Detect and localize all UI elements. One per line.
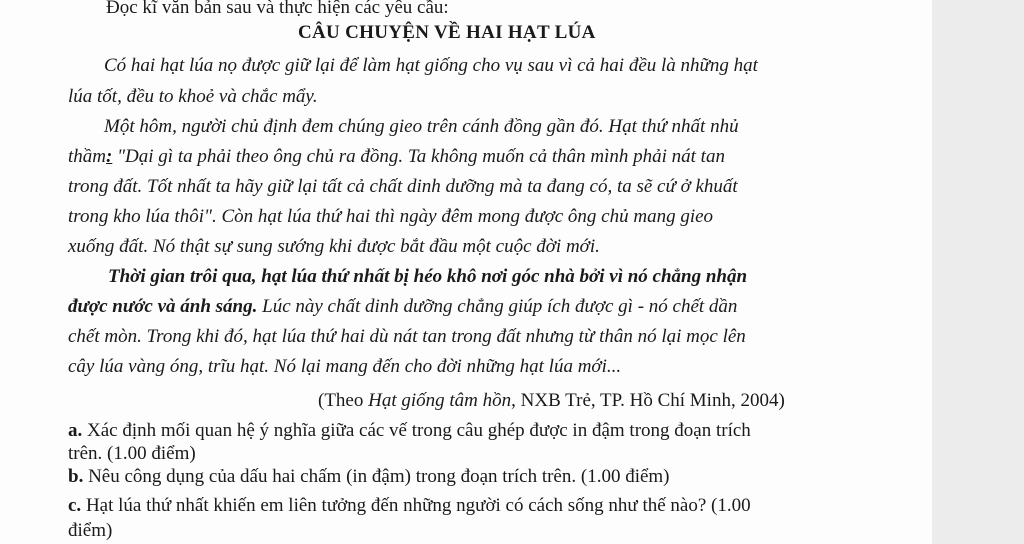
bold-colon: : [106, 146, 113, 167]
question-a-label: a. [68, 420, 83, 441]
side-panel [932, 0, 1024, 544]
question-a-line-2: trên. (1.00 điểm) [68, 443, 196, 464]
p2-word-tham: thầm [68, 146, 106, 167]
question-c-line-1: c. Hạt lúa thứ nhất khiến em liên tưởng đến những người có cách sống như thế nào? (1.00 [68, 495, 751, 516]
question-b-label: b. [68, 466, 84, 487]
question-c-line-2: điểm) [68, 520, 113, 541]
question-c-label: c. [68, 495, 82, 516]
instruction-text: Đọc kĩ văn bản sau và thực hiện các yêu cầu: [106, 0, 449, 18]
story-title: CÂU CHUYỆN VỀ HAI HẠT LÚA [298, 22, 596, 43]
paragraph-1-line-2: lúa tốt, đều to khoẻ và chắc mẩy. [68, 86, 318, 107]
source-citation: (Theo Hạt giống tâm hồn, NXB Trẻ, TP. Hồ Chí Minh, 2004) [318, 390, 785, 411]
paragraph-2-line-2 [68, 145, 725, 169]
paragraph-2-line-1: Một hôm, người chủ định đem chúng gieo trên cánh đồng gần đó. Hạt thứ nhất nhủ [104, 116, 739, 137]
paragraph-1-line-1: Có hai hạt lúa nọ được giữ lại để làm hạt giống cho vụ sau vì cả hai đều là những hạt [104, 55, 758, 76]
paragraph-3-line-4: cây lúa vàng óng, trĩu hạt. Nó lại mang đến cho đời những hạt lúa mới... [68, 356, 622, 377]
paragraph-2-line-4: trong kho lúa thôi". Còn hạt lúa thứ hai thì ngày đêm mong được ông chủ mang gieo [68, 206, 714, 227]
paragraph-3-line-1-bold: Thời gian trôi qua, hạt lúa thứ nhất bị héo khô nơi góc nhà bởi vì nó chẳng nhận [108, 266, 748, 287]
question-b: b. Nêu công dụng của dấu hai chấm (in đậm) trong đoạn trích trên. (1.00 điểm) [68, 466, 670, 487]
source-book-title: Hạt giống tâm hồn [368, 390, 512, 411]
bold-compound-sentence-end: được nước và ánh sáng. [68, 296, 258, 317]
p2-quote-start: "Dại gì ta phải theo ông chủ ra đồng. Ta không muốn cả thân mình phải nát tan [112, 146, 725, 167]
paragraph-3-line-3: chết mòn. Trong khi đó, hạt lúa thứ hai dù nát tan trong đất nhưng từ thân nó lại mọc lên [68, 326, 746, 347]
paragraph-3-line-2 [68, 295, 737, 319]
p3-line-2-rest: Lúc này chất dinh dưỡng chẳng giúp ích được gì - nó chết dần [257, 296, 738, 317]
question-a-line-1: a. Xác định mối quan hệ ý nghĩa giữa các vế trong câu ghép được in đậm trong đoạn trích [68, 420, 751, 441]
paragraph-2-line-3: trong đất. Tốt nhất ta hãy giữ lại tất cả chất dinh dưỡng mà ta đang có, ta sẽ cứ ở khuất [68, 176, 738, 197]
paragraph-2-line-5: xuống đất. Nó thật sự sung sướng khi được bắt đầu một cuộc đời mới. [68, 236, 600, 257]
